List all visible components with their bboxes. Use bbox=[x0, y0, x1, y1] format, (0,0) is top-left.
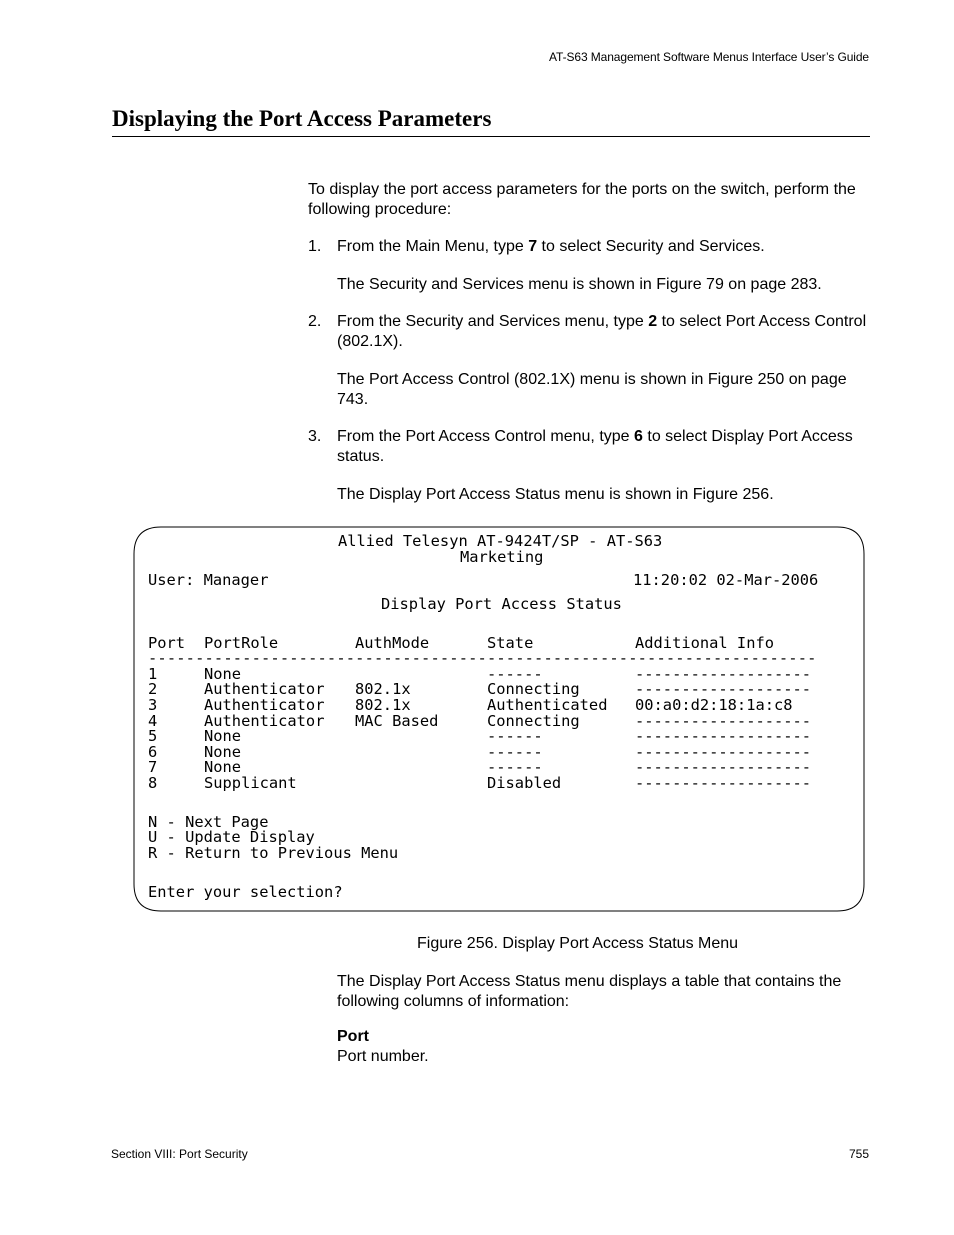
step-2-note: The Port Access Control (802.1X) menu is shown in Figure 250 on page 743. bbox=[337, 371, 847, 408]
row-mode: 802.1x bbox=[355, 696, 411, 714]
column-header-portrole: PortRole bbox=[204, 634, 279, 652]
terminal-timestamp: 11:20:02 02-Mar-2006 bbox=[633, 571, 819, 589]
step-1-key: 7 bbox=[528, 238, 538, 255]
row-info: ------------------- bbox=[635, 727, 812, 745]
row-role: None bbox=[204, 758, 242, 776]
row-state: ------ bbox=[487, 665, 543, 683]
row-port: 8 bbox=[148, 774, 158, 792]
section-title: Displaying the Port Access Parameters bbox=[112, 106, 870, 137]
row-role: None bbox=[204, 727, 242, 745]
step-3-key: 6 bbox=[634, 428, 643, 445]
selection-prompt: Enter your selection? bbox=[148, 883, 343, 901]
row-state: Connecting bbox=[487, 712, 580, 730]
page-header: AT-S63 Management Software Menus Interface User’s Guide bbox=[549, 50, 869, 64]
definition-term: Port bbox=[337, 1028, 369, 1045]
row-role: Authenticator bbox=[204, 680, 325, 698]
step-3-text bbox=[337, 427, 867, 467]
column-header-additional-info: Additional Info bbox=[635, 634, 774, 652]
terminal-menu-title: Display Port Access Status bbox=[381, 595, 622, 613]
step-2-post: to select Port Access Control (802.1X). bbox=[337, 313, 867, 350]
row-port: 6 bbox=[148, 743, 158, 761]
row-role: Authenticator bbox=[204, 696, 325, 714]
menu-option-next-page: N - Next Page bbox=[148, 813, 269, 831]
row-mode: MAC Based bbox=[355, 712, 439, 730]
row-role: Supplicant bbox=[204, 774, 297, 792]
footer-page-number: 755 bbox=[848, 1147, 869, 1161]
menu-option-update-display: U - Update Display bbox=[148, 828, 315, 846]
column-header-port: Port bbox=[148, 634, 186, 652]
step-3-number: 3. bbox=[308, 428, 322, 445]
step-1-post: to select Security and Services. bbox=[537, 238, 765, 255]
step-2-pre: From the Security and Services menu, type bbox=[337, 313, 649, 330]
row-info: ------------------- bbox=[635, 680, 812, 698]
row-port: 2 bbox=[148, 680, 158, 698]
definition-description: Port number. bbox=[337, 1048, 429, 1065]
footer-section: Section VIII: Port Security bbox=[111, 1147, 248, 1161]
step-2-key: 2 bbox=[648, 313, 658, 330]
description-paragraph: The Display Port Access Status menu displays a table that contains the following columns of information: bbox=[337, 973, 842, 1010]
table-divider: ----------------------------------------------------------------------- bbox=[148, 649, 817, 667]
column-header-authmode: AuthMode bbox=[355, 634, 430, 652]
row-state: ------ bbox=[487, 758, 543, 776]
step-2-text bbox=[337, 312, 867, 352]
row-port: 7 bbox=[148, 758, 158, 776]
row-port: 5 bbox=[148, 727, 158, 745]
row-state: ------ bbox=[487, 727, 543, 745]
step-1-number: 1. bbox=[308, 238, 322, 255]
step-3-note: The Display Port Access Status menu is shown in Figure 256. bbox=[337, 486, 774, 503]
column-header-state: State bbox=[487, 634, 534, 652]
row-info: ------------------- bbox=[635, 743, 812, 761]
row-mode: 802.1x bbox=[355, 680, 411, 698]
terminal-title-1: Allied Telesyn AT-9424T/SP - AT-S63 bbox=[338, 532, 663, 550]
menu-option-return: R - Return to Previous Menu bbox=[148, 844, 399, 862]
step-2-number: 2. bbox=[308, 313, 322, 330]
step-3-pre: From the Port Access Control menu, type bbox=[337, 428, 635, 445]
figure-caption: Figure 256. Display Port Access Status Menu bbox=[417, 935, 739, 952]
row-info: 00:a0:d2:18:1a:c8 bbox=[635, 696, 793, 714]
terminal-title-2: Marketing bbox=[460, 548, 544, 566]
step-1-note: The Security and Services menu is shown in Figure 79 on page 283. bbox=[337, 276, 822, 293]
row-state: ------ bbox=[487, 743, 543, 761]
intro-paragraph: To display the port access parameters for the ports on the switch, perform the following procedure: bbox=[308, 181, 856, 218]
step-1-text bbox=[337, 237, 867, 257]
row-info: ------------------- bbox=[635, 712, 812, 730]
row-role: None bbox=[204, 665, 242, 683]
row-info: ------------------- bbox=[635, 774, 812, 792]
row-state: Disabled bbox=[487, 774, 562, 792]
row-port: 3 bbox=[148, 696, 158, 714]
row-state: Connecting bbox=[487, 680, 580, 698]
row-info: ------------------- bbox=[635, 758, 812, 776]
row-port: 4 bbox=[148, 712, 158, 730]
terminal-user: User: Manager bbox=[148, 571, 269, 589]
row-role: None bbox=[204, 743, 242, 761]
row-state: Authenticated bbox=[487, 696, 608, 714]
step-1-pre: From the Main Menu, type bbox=[337, 238, 529, 255]
row-port: 1 bbox=[148, 665, 158, 683]
step-3-post: to select Display Port Access status. bbox=[337, 428, 853, 465]
row-info: ------------------- bbox=[635, 665, 812, 683]
row-role: Authenticator bbox=[204, 712, 325, 730]
